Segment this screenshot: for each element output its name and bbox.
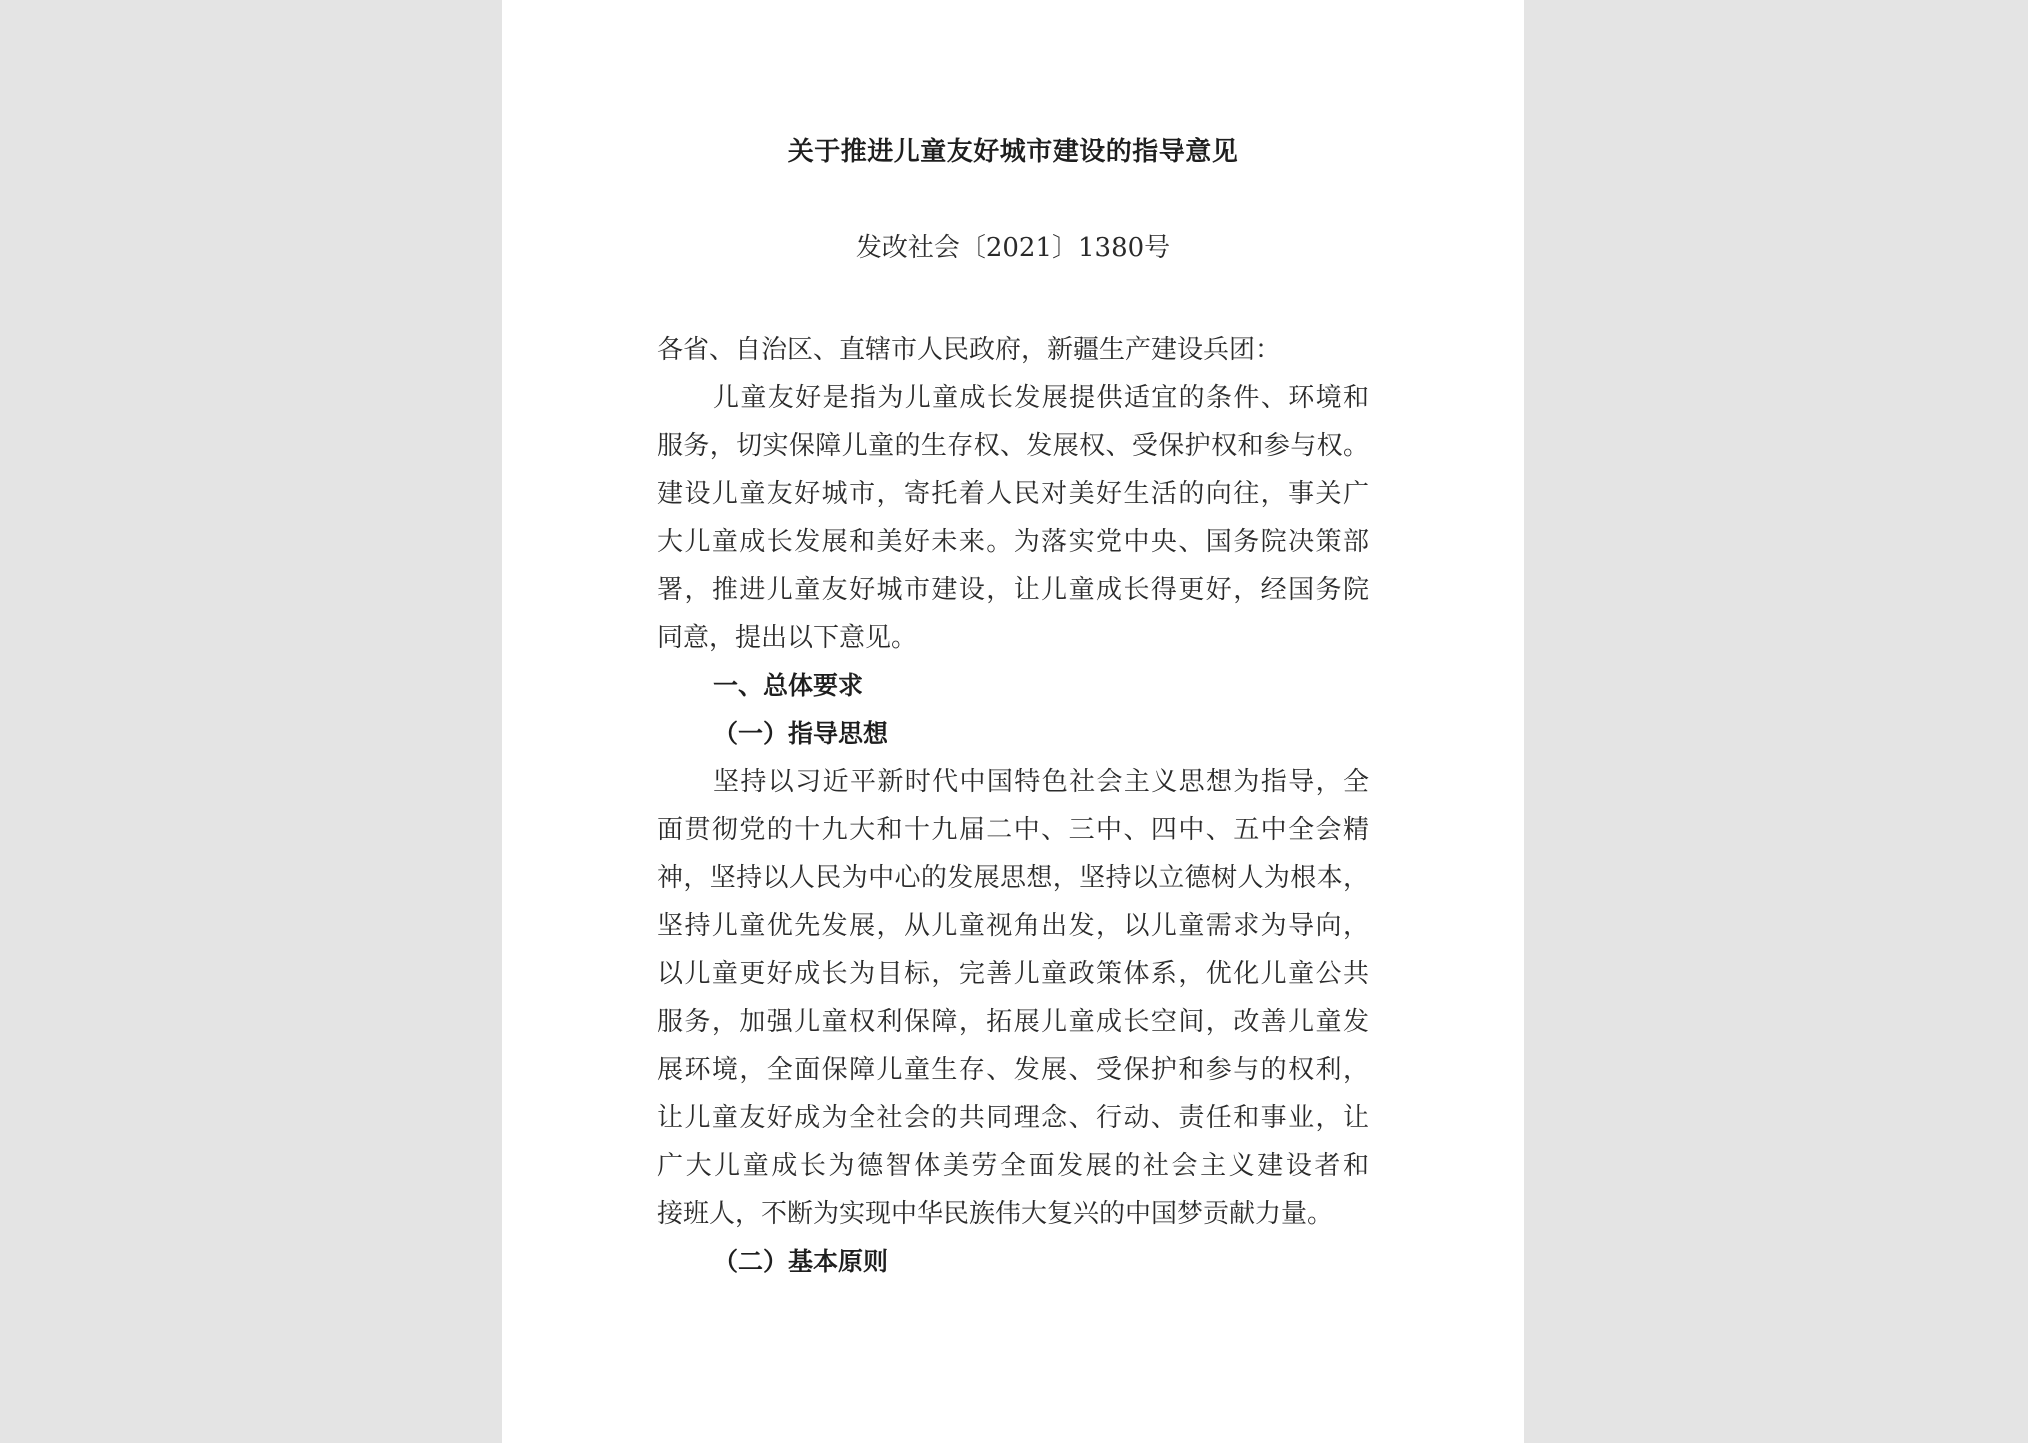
document-body — [657, 326, 1369, 1286]
document-title: 关于推进儿童友好城市建设的指导意见 — [787, 137, 1239, 167]
guiding-line: 让儿童友好成为全社会的共同理念、行动、责任和事业，让 — [657, 1103, 1369, 1133]
guiding-line: 广大儿童成长为德智体美劳全面发展的社会主义建设者和 — [657, 1151, 1369, 1181]
guiding-line: 展环境，全面保障儿童生存、发展、受保护和参与的权利， — [657, 1055, 1369, 1085]
subsection-heading-basic-principles: （二）基本原则 — [713, 1247, 889, 1276]
intro-line: 建设儿童友好城市，寄托着人民对美好生活的向往，事关广 — [657, 479, 1369, 509]
intro-line: 同意，提出以下意见。 — [657, 623, 918, 653]
intro-line: 服务，切实保障儿童的生存权、发展权、受保护权和参与权。 — [657, 431, 1369, 461]
guiding-line: 坚持以习近平新时代中国特色社会主义思想为指导，全 — [713, 767, 1369, 797]
guiding-line: 以儿童更好成长为目标，完善儿童政策体系，优化儿童公共 — [657, 959, 1369, 989]
guiding-line: 服务，加强儿童权利保障，拓展儿童成长空间，改善儿童发 — [657, 1007, 1369, 1037]
section-heading-overall-requirements: 一、总体要求 — [713, 671, 864, 700]
subsection-heading-guiding-ideology: （一）指导思想 — [713, 719, 889, 748]
intro-line: 儿童友好是指为儿童成长发展提供适宜的条件、环境和 — [713, 383, 1369, 413]
addressee-line: 各省、自治区、直辖市人民政府，新疆生产建设兵团： — [657, 335, 1282, 365]
guiding-line: 接班人，不断为实现中华民族伟大复兴的中国梦贡献力量。 — [657, 1199, 1334, 1229]
guiding-line: 神，坚持以人民为中心的发展思想，坚持以立德树人为根本， — [657, 863, 1369, 893]
intro-line: 署，推进儿童友好城市建设，让儿童成长得更好，经国务院 — [657, 575, 1369, 605]
document-page — [502, 0, 1524, 1443]
guiding-line: 面贯彻党的十九大和十九届二中、三中、四中、五中全会精 — [657, 815, 1369, 845]
guiding-line: 坚持儿童优先发展，从儿童视角出发，以儿童需求为导向， — [657, 911, 1369, 941]
intro-line: 大儿童成长发展和美好未来。为落实党中央、国务院决策部 — [657, 527, 1369, 557]
document-number: 发改社会〔2021〕1380号 — [855, 233, 1171, 263]
